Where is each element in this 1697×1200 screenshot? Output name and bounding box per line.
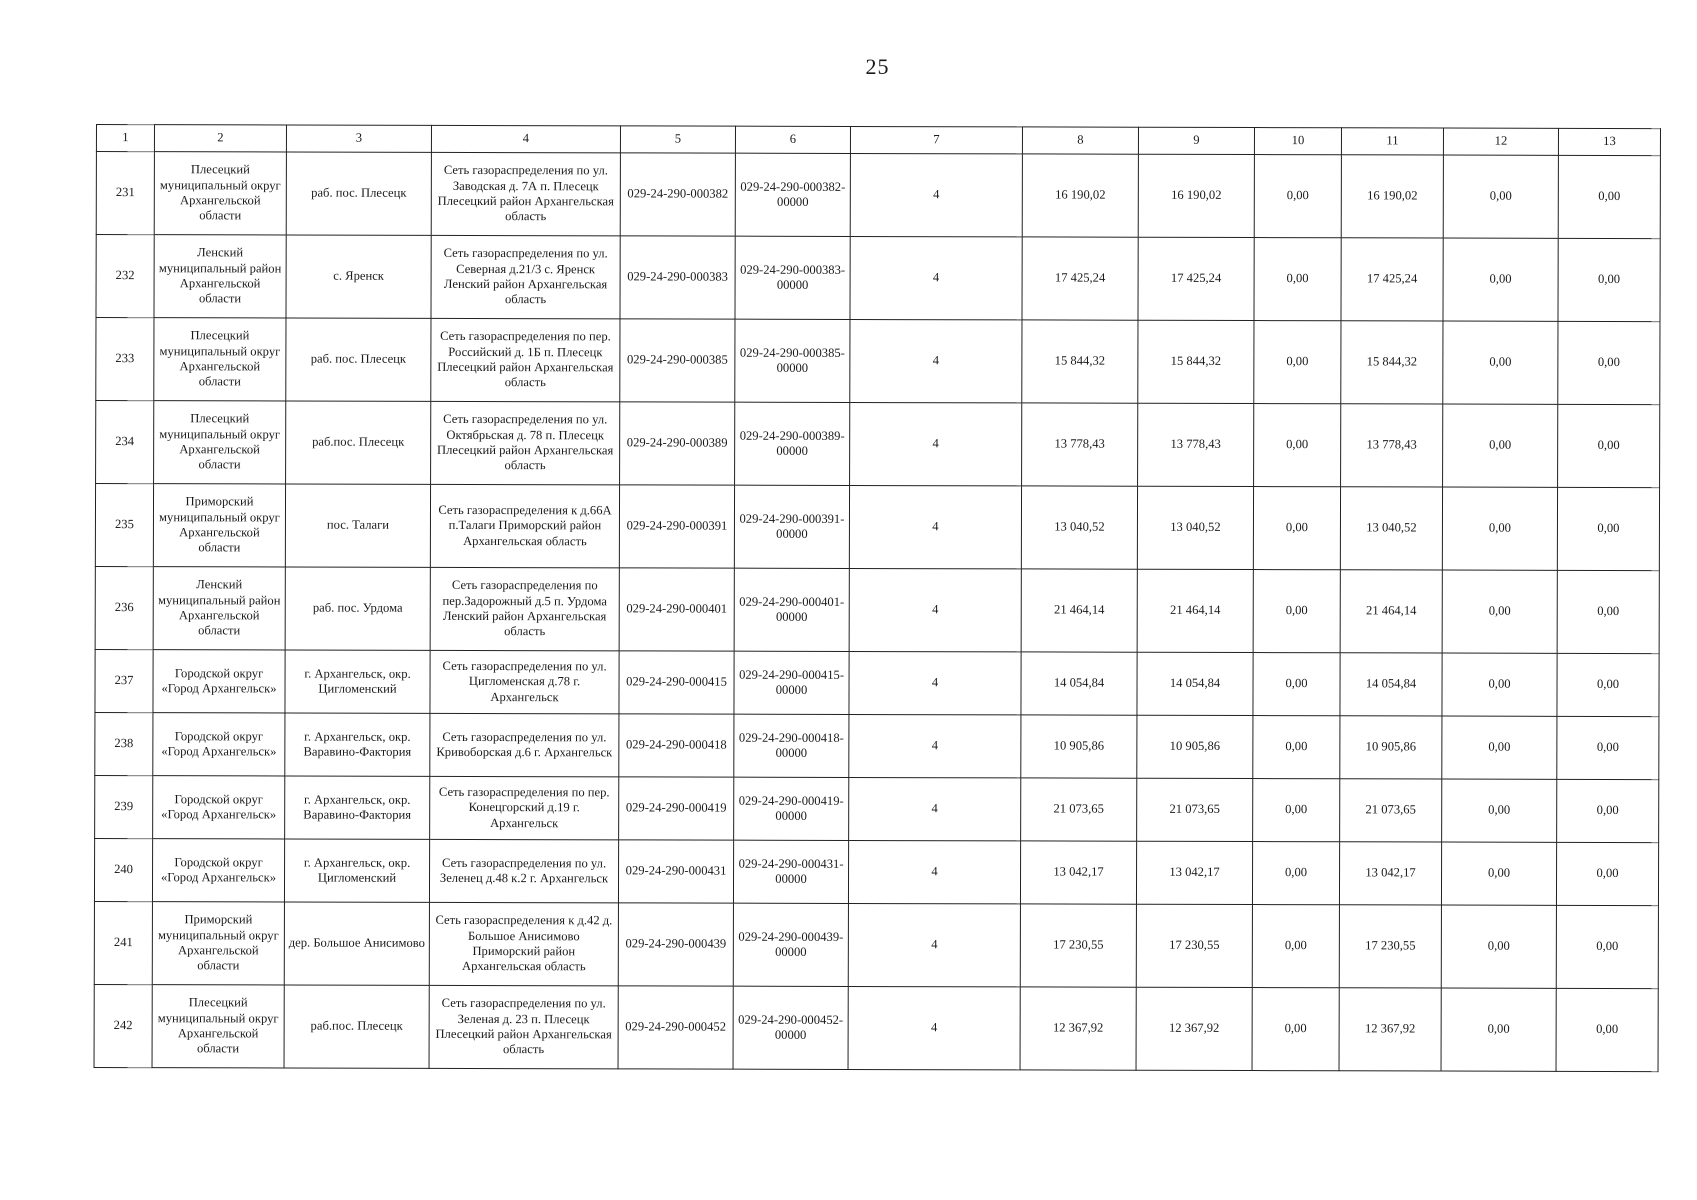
cadastral-code-cell: 029-24-290-000383 bbox=[620, 236, 735, 319]
amount-cell-10: 0,00 bbox=[1253, 570, 1340, 653]
row-number-cell: 233 bbox=[96, 318, 154, 401]
object-name-cell: Сеть газораспределения к д.66А п.Талаги Приморский район Архангельская область bbox=[430, 484, 619, 567]
row-number-cell: 239 bbox=[95, 775, 153, 838]
locality-cell: раб. пос. Урдома bbox=[285, 567, 430, 650]
cadastral-code-cell: 029-24-290-000391 bbox=[619, 485, 734, 568]
amount-cell-11: 13 778,43 bbox=[1341, 404, 1443, 487]
amount-cell-11: 12 367,92 bbox=[1339, 988, 1441, 1071]
amount-cell-8: 14 054,84 bbox=[1021, 652, 1137, 715]
locality-cell: раб. пос. Плесецк bbox=[286, 318, 431, 401]
amount-cell-12: 0,00 bbox=[1443, 155, 1558, 238]
amount-cell-13: 0,00 bbox=[1558, 238, 1660, 321]
cadastral-code-cell: 029-24-290-000419 bbox=[619, 777, 734, 840]
amount-cell-13: 0,00 bbox=[1556, 905, 1658, 988]
page-number: 25 bbox=[865, 54, 890, 79]
table-row bbox=[94, 984, 1658, 1071]
locality-cell: раб.пос. Плесецк bbox=[284, 985, 429, 1068]
amount-cell-13: 0,00 bbox=[1557, 487, 1659, 570]
amount-cell-9: 12 367,92 bbox=[1136, 987, 1252, 1070]
table-row bbox=[94, 901, 1658, 988]
amount-cell-9: 10 905,86 bbox=[1137, 715, 1253, 778]
full-code-cell: 029-24-290-000382-00000 bbox=[735, 153, 850, 236]
amount-cell-8: 17 230,55 bbox=[1020, 904, 1136, 987]
amount-cell-11: 17 230,55 bbox=[1339, 905, 1441, 988]
registry-table bbox=[94, 124, 1661, 1072]
column-header-3: 3 bbox=[286, 125, 431, 152]
category-cell: 4 bbox=[849, 777, 1021, 840]
table-row bbox=[96, 235, 1660, 322]
cadastral-code-cell: 029-24-290-000431 bbox=[618, 840, 733, 903]
row-number-cell: 242 bbox=[94, 984, 152, 1067]
amount-cell-10: 0,00 bbox=[1252, 842, 1339, 905]
amount-cell-9: 16 190,02 bbox=[1138, 154, 1254, 237]
cadastral-code-cell: 029-24-290-000389 bbox=[620, 402, 735, 485]
amount-cell-11: 16 190,02 bbox=[1341, 155, 1443, 238]
full-code-cell: 029-24-290-000431-00000 bbox=[733, 840, 848, 903]
cadastral-code-cell: 029-24-290-000401 bbox=[619, 568, 734, 651]
cadastral-code-cell: 029-24-290-000452 bbox=[618, 986, 733, 1069]
municipality-cell: Городской округ «Город Архангельск» bbox=[153, 776, 285, 839]
full-code-cell: 029-24-290-000401-00000 bbox=[734, 568, 849, 651]
amount-cell-13: 0,00 bbox=[1558, 321, 1660, 404]
amount-cell-9: 15 844,32 bbox=[1138, 320, 1254, 403]
object-name-cell: Сеть газораспределения по ул. Зеленая д. 23 п. Плесецк Плесецкий район Архангельская область bbox=[429, 985, 618, 1068]
category-cell: 4 bbox=[848, 840, 1020, 903]
municipality-cell: Плесецкий муниципальный округ Архангельской области bbox=[154, 318, 286, 401]
amount-cell-13: 0,00 bbox=[1558, 404, 1660, 487]
object-name-cell: Сеть газораспределения по ул. Заводская д. 7А п. Плесецк Плесецкий район Архангельская область bbox=[431, 152, 620, 235]
object-name-cell: Сеть газораспределения к д.42 д. Большое Анисимово Приморский район Архангельская область bbox=[429, 902, 618, 985]
locality-cell: раб.пос. Плесецк bbox=[286, 401, 431, 484]
row-number-cell: 240 bbox=[94, 838, 152, 901]
table-row bbox=[95, 712, 1659, 779]
category-cell: 4 bbox=[850, 236, 1022, 319]
amount-cell-9: 13 040,52 bbox=[1137, 486, 1253, 569]
amount-cell-8: 10 905,86 bbox=[1021, 715, 1137, 778]
amount-cell-10: 0,00 bbox=[1254, 155, 1341, 238]
full-code-cell: 029-24-290-000389-00000 bbox=[735, 402, 850, 485]
amount-cell-10: 0,00 bbox=[1252, 988, 1339, 1071]
amount-cell-11: 10 905,86 bbox=[1340, 716, 1442, 779]
row-number-cell: 234 bbox=[96, 401, 154, 484]
locality-cell: г. Архангельск, окр. Цигломенский bbox=[284, 839, 429, 902]
locality-cell: дер. Большое Анисимово bbox=[284, 902, 429, 985]
column-header-6: 6 bbox=[735, 126, 850, 153]
column-header-1: 1 bbox=[96, 125, 154, 152]
table-row bbox=[95, 566, 1659, 653]
amount-cell-12: 0,00 bbox=[1441, 905, 1556, 988]
column-header-12: 12 bbox=[1443, 128, 1558, 155]
amount-cell-13: 0,00 bbox=[1557, 779, 1659, 842]
row-number-cell: 237 bbox=[95, 649, 153, 712]
table-row bbox=[94, 838, 1658, 905]
amount-cell-9: 13 778,43 bbox=[1138, 403, 1254, 486]
amount-cell-12: 0,00 bbox=[1441, 988, 1556, 1071]
row-number-cell: 236 bbox=[95, 566, 153, 649]
amount-cell-11: 13 040,52 bbox=[1340, 487, 1442, 570]
locality-cell: г. Архангельск, окр. Цигломенский bbox=[285, 650, 430, 713]
cadastral-code-cell: 029-24-290-000418 bbox=[619, 714, 734, 777]
row-number-cell: 232 bbox=[96, 235, 154, 318]
amount-cell-12: 0,00 bbox=[1443, 404, 1558, 487]
amount-cell-12: 0,00 bbox=[1442, 716, 1557, 779]
object-name-cell: Сеть газораспределения по ул. Цигломенская д.78 г. Архангельск bbox=[430, 650, 619, 713]
table-row bbox=[95, 649, 1659, 716]
amount-cell-12: 0,00 bbox=[1443, 321, 1558, 404]
column-header-10: 10 bbox=[1254, 128, 1341, 155]
column-header-9: 9 bbox=[1138, 127, 1254, 154]
object-name-cell: Сеть газораспределения по ул. Кривоборская д.6 г. Архангельск bbox=[430, 713, 619, 776]
locality-cell: г. Архангельск, окр. Варавино-Фактория bbox=[285, 776, 430, 839]
amount-cell-12: 0,00 bbox=[1442, 487, 1557, 570]
municipality-cell: Ленский муниципальный район Архангельской области bbox=[154, 235, 286, 318]
amount-cell-9: 14 054,84 bbox=[1137, 652, 1253, 715]
header-row bbox=[96, 125, 1660, 156]
amount-cell-8: 13 778,43 bbox=[1022, 403, 1138, 486]
row-number-cell: 231 bbox=[96, 152, 154, 235]
table-row bbox=[96, 318, 1660, 405]
amount-cell-11: 15 844,32 bbox=[1341, 321, 1443, 404]
amount-cell-13: 0,00 bbox=[1557, 653, 1659, 716]
category-cell: 4 bbox=[848, 986, 1020, 1069]
amount-cell-9: 21 073,65 bbox=[1137, 778, 1253, 841]
amount-cell-10: 0,00 bbox=[1254, 404, 1341, 487]
amount-cell-9: 13 042,17 bbox=[1136, 841, 1252, 904]
full-code-cell: 029-24-290-000418-00000 bbox=[734, 714, 849, 777]
amount-cell-13: 0,00 bbox=[1556, 842, 1658, 905]
amount-cell-12: 0,00 bbox=[1442, 570, 1557, 653]
category-cell: 4 bbox=[850, 153, 1022, 236]
cadastral-code-cell: 029-24-290-000382 bbox=[620, 153, 735, 236]
category-cell: 4 bbox=[849, 568, 1021, 651]
object-name-cell: Сеть газораспределения по ул. Зеленец д.48 к.2 г. Архангельск bbox=[429, 839, 618, 902]
row-number-cell: 241 bbox=[94, 901, 152, 984]
amount-cell-8: 21 073,65 bbox=[1021, 778, 1137, 841]
amount-cell-11: 21 073,65 bbox=[1340, 779, 1442, 842]
full-code-cell: 029-24-290-000439-00000 bbox=[733, 903, 848, 986]
category-cell: 4 bbox=[848, 903, 1020, 986]
object-name-cell: Сеть газораспределения по ул. Октябрьская д. 78 п. Плесецк Плесецкий район Архангельская область bbox=[431, 401, 620, 484]
amount-cell-10: 0,00 bbox=[1252, 905, 1339, 988]
amount-cell-8: 15 844,32 bbox=[1022, 320, 1138, 403]
object-name-cell: Сеть газораспределения по пер. Конецгорский д.19 г. Архангельск bbox=[430, 776, 619, 839]
object-name-cell: Сеть газораспределения по ул. Северная д.21/3 с. Яренск Ленский район Архангельская область bbox=[431, 235, 620, 318]
cadastral-code-cell: 029-24-290-000415 bbox=[619, 651, 734, 714]
amount-cell-13: 0,00 bbox=[1557, 716, 1659, 779]
table-body bbox=[94, 152, 1660, 1072]
cadastral-code-cell: 029-24-290-000439 bbox=[618, 903, 733, 986]
amount-cell-12: 0,00 bbox=[1441, 842, 1556, 905]
municipality-cell: Городской округ «Город Архангельск» bbox=[152, 839, 284, 902]
amount-cell-8: 13 042,17 bbox=[1020, 841, 1136, 904]
column-header-5: 5 bbox=[620, 126, 735, 153]
amount-cell-13: 0,00 bbox=[1558, 155, 1660, 238]
amount-cell-12: 0,00 bbox=[1443, 238, 1558, 321]
amount-cell-13: 0,00 bbox=[1556, 988, 1658, 1071]
amount-cell-12: 0,00 bbox=[1442, 653, 1557, 716]
amount-cell-11: 14 054,84 bbox=[1340, 653, 1442, 716]
amount-cell-13: 0,00 bbox=[1557, 570, 1659, 653]
amount-cell-10: 0,00 bbox=[1253, 779, 1340, 842]
amount-cell-11: 17 425,24 bbox=[1341, 238, 1443, 321]
object-name-cell: Сеть газораспределения по пер. Российский д. 1Б п. Плесецк Плесецкий район Архангельская область bbox=[431, 318, 620, 401]
amount-cell-8: 13 040,52 bbox=[1021, 486, 1137, 569]
row-number-cell: 235 bbox=[95, 484, 153, 567]
amount-cell-9: 17 425,24 bbox=[1138, 237, 1254, 320]
amount-cell-10: 0,00 bbox=[1254, 321, 1341, 404]
column-header-11: 11 bbox=[1341, 128, 1443, 155]
category-cell: 4 bbox=[849, 714, 1021, 777]
category-cell: 4 bbox=[849, 651, 1021, 714]
amount-cell-10: 0,00 bbox=[1253, 487, 1340, 570]
municipality-cell: Городской округ «Город Архангельск» bbox=[153, 650, 285, 713]
municipality-cell: Ленский муниципальный район Архангельской области bbox=[153, 567, 285, 650]
municipality-cell: Плесецкий муниципальный округ Архангельской области bbox=[154, 401, 286, 484]
amount-cell-8: 16 190,02 bbox=[1022, 154, 1138, 237]
municipality-cell: Плесецкий муниципальный округ Архангельской области bbox=[154, 152, 286, 235]
cadastral-code-cell: 029-24-290-000385 bbox=[620, 319, 735, 402]
locality-cell: раб. пос. Плесецк bbox=[286, 152, 431, 235]
column-header-7: 7 bbox=[850, 126, 1022, 153]
amount-cell-11: 21 464,14 bbox=[1340, 570, 1442, 653]
row-number-cell: 238 bbox=[95, 712, 153, 775]
locality-cell: с. Яренск bbox=[286, 235, 431, 318]
amount-cell-10: 0,00 bbox=[1253, 653, 1340, 716]
category-cell: 4 bbox=[850, 402, 1022, 485]
full-code-cell: 029-24-290-000415-00000 bbox=[734, 651, 849, 714]
full-code-cell: 029-24-290-000383-00000 bbox=[735, 236, 850, 319]
full-code-cell: 029-24-290-000452-00000 bbox=[733, 986, 848, 1069]
locality-cell: г. Архангельск, окр. Варавино-Фактория bbox=[285, 713, 430, 776]
full-code-cell: 029-24-290-000385-00000 bbox=[735, 319, 850, 402]
amount-cell-12: 0,00 bbox=[1442, 779, 1557, 842]
column-header-13: 13 bbox=[1558, 128, 1660, 155]
table-row bbox=[95, 775, 1659, 842]
amount-cell-8: 17 425,24 bbox=[1022, 237, 1138, 320]
full-code-cell: 029-24-290-000419-00000 bbox=[734, 777, 849, 840]
table-header bbox=[96, 125, 1660, 156]
object-name-cell: Сеть газораспределения по пер.Задорожный д.5 п. Урдома Ленский район Архангельская область bbox=[430, 567, 619, 650]
municipality-cell: Приморский муниципальный округ Архангельской области bbox=[153, 484, 285, 567]
amount-cell-8: 12 367,92 bbox=[1020, 987, 1136, 1070]
amount-cell-9: 17 230,55 bbox=[1136, 904, 1252, 987]
amount-cell-10: 0,00 bbox=[1253, 716, 1340, 779]
category-cell: 4 bbox=[849, 485, 1021, 568]
column-header-8: 8 bbox=[1022, 127, 1138, 154]
table-row bbox=[96, 401, 1660, 488]
municipality-cell: Приморский муниципальный округ Архангельской области bbox=[152, 902, 284, 985]
amount-cell-10: 0,00 bbox=[1254, 238, 1341, 321]
municipality-cell: Плесецкий муниципальный округ Архангельской области bbox=[152, 985, 284, 1068]
amount-cell-8: 21 464,14 bbox=[1021, 569, 1137, 652]
table-row bbox=[95, 484, 1659, 571]
table-row bbox=[96, 152, 1660, 239]
locality-cell: пос. Талаги bbox=[285, 484, 430, 567]
column-header-2: 2 bbox=[154, 125, 286, 152]
amount-cell-9: 21 464,14 bbox=[1137, 569, 1253, 652]
column-header-4: 4 bbox=[431, 125, 620, 152]
municipality-cell: Городской округ «Город Архангельск» bbox=[153, 713, 285, 776]
category-cell: 4 bbox=[850, 319, 1022, 402]
amount-cell-11: 13 042,17 bbox=[1339, 842, 1441, 905]
full-code-cell: 029-24-290-000391-00000 bbox=[734, 485, 849, 568]
